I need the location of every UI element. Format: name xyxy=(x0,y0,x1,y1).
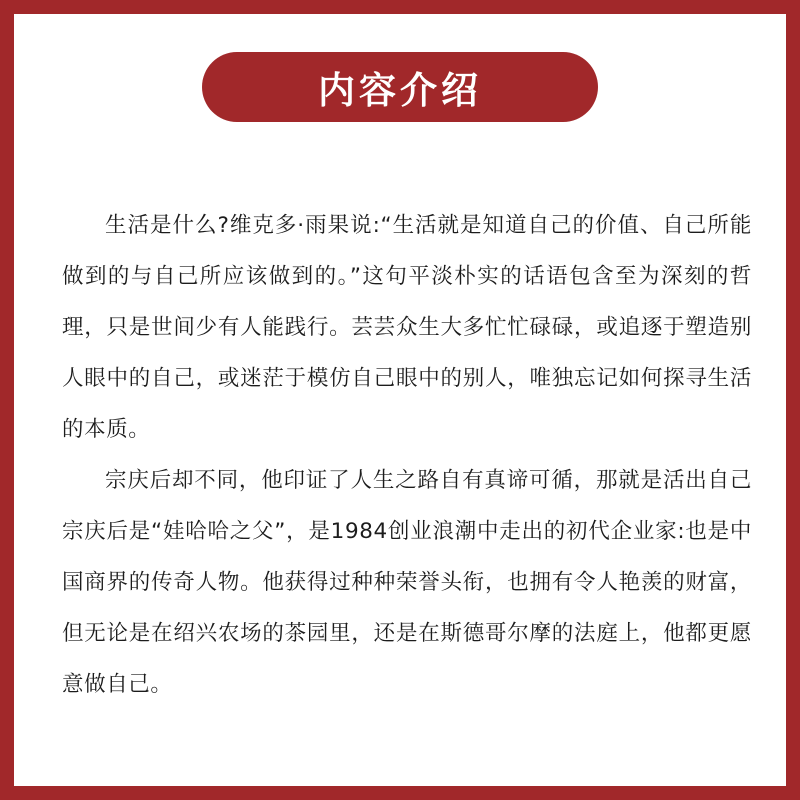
section-title-banner xyxy=(202,52,598,122)
paragraph-biography: 宗庆后却不同，他印证了人生之路自有真谛可循，那就是活出自己宗庆后是“娃哈哈之父”，是1984创业浪潮中走出的初代企业家:也是中国商界的传奇人物。他获得过种种荣誉头衔，也拥有令人艳羡的财富，但无论是在绍兴农场的茶园里，还是在斯德哥尔摩的法庭上，他都更愿意做自己。 xyxy=(62,468,752,697)
description-body xyxy=(62,200,752,710)
section-title: 内容介绍 xyxy=(318,69,482,112)
paragraph-intro: 生活是什么?维克多·雨果说:“生活就是知道自己的价值、自己所能做到的与自己所应该做到的。”这句平淡朴实的话语包含至为深刻的哲理，只是世间少有人能践行。芸芸众生大多忙忙碌碌，或追逐于塑造别人眼中的自己，或迷茫于模仿自己眼中的别人，唯独忘记如何探寻生活的本质。 xyxy=(62,213,752,442)
